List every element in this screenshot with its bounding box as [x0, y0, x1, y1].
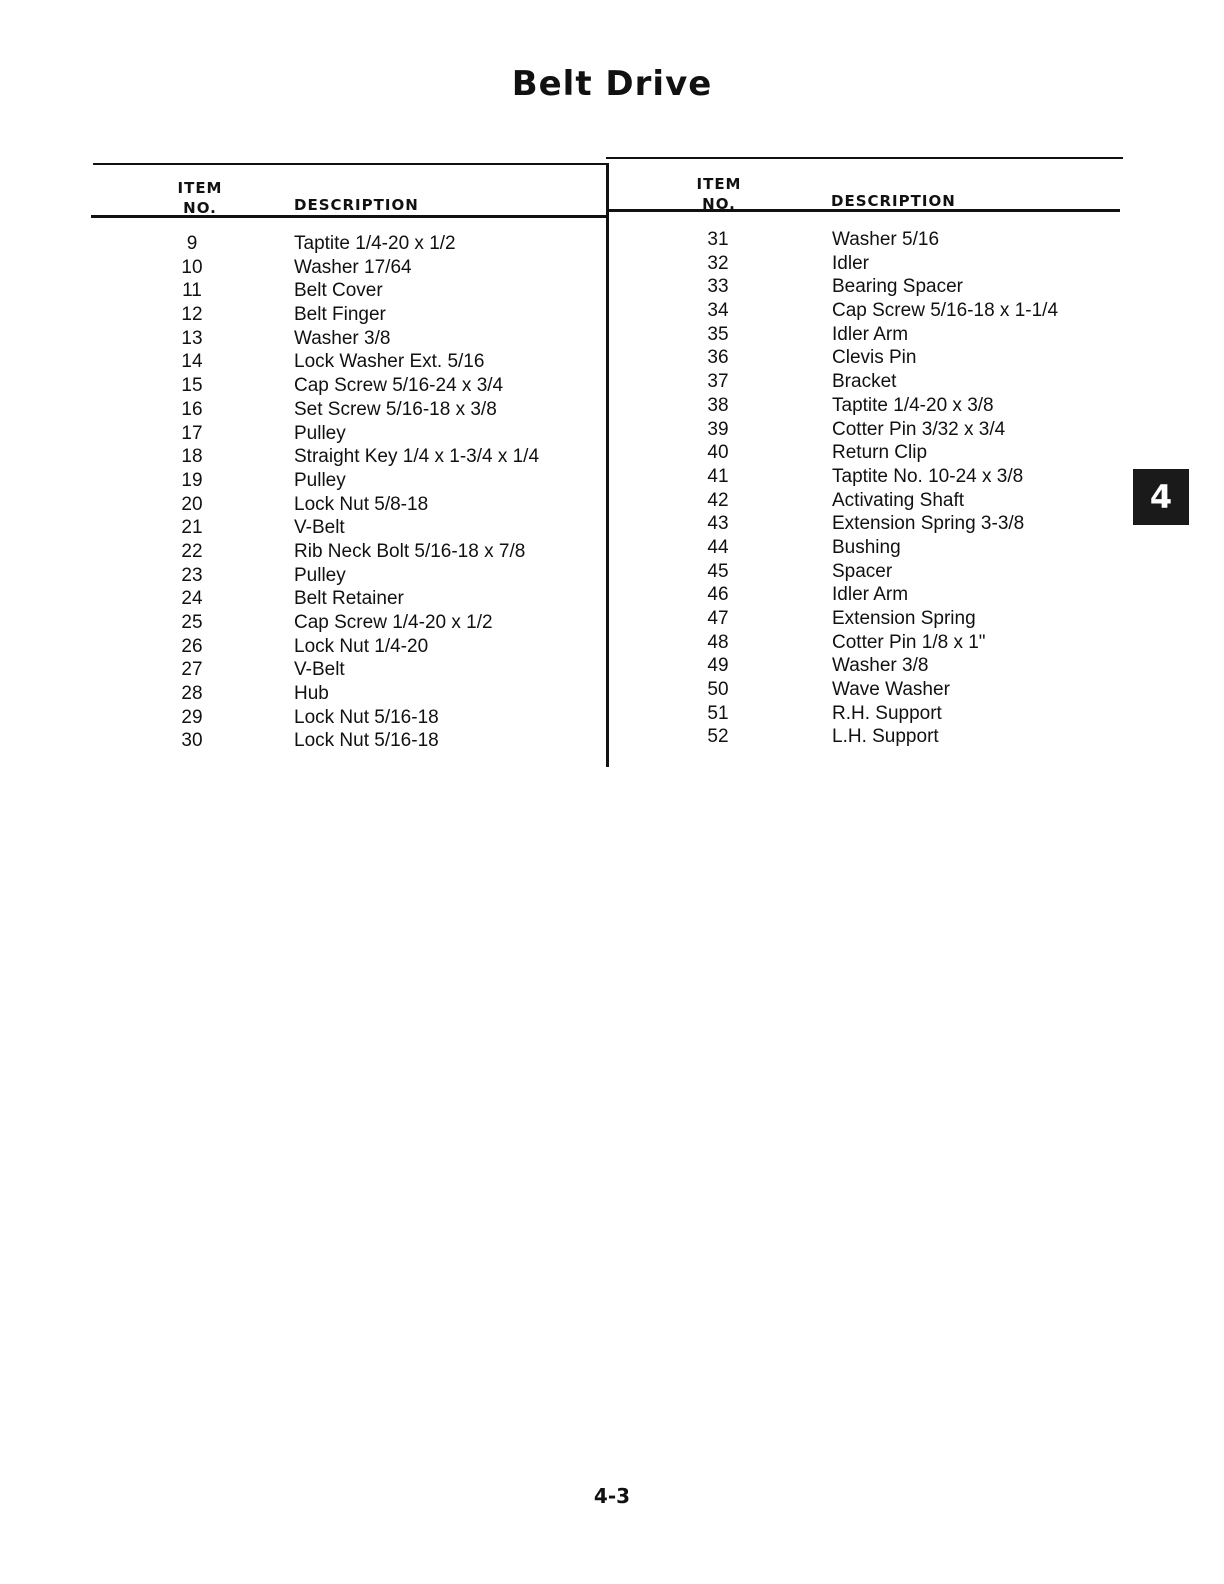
list-item — [162, 327, 602, 351]
item-description: Bushing — [832, 536, 901, 558]
item-description: Pulley — [294, 422, 346, 444]
item-number: 50 — [707, 679, 729, 701]
right-parts-list — [688, 228, 1108, 749]
item-number: 47 — [707, 608, 729, 629]
item-number: 9 — [186, 233, 198, 254]
item-number: 22 — [181, 540, 203, 562]
item-description: Belt Retainer — [294, 588, 404, 610]
item-description: Spacer — [832, 560, 893, 582]
item-number: 37 — [707, 371, 729, 393]
item-description: Wave Washer — [832, 679, 950, 701]
list-item — [688, 583, 1108, 607]
item-number: 25 — [181, 612, 203, 633]
item-number: 13 — [181, 327, 203, 349]
list-item — [688, 725, 1108, 749]
item-description: Idler Arm — [832, 584, 909, 606]
item-description: Washer 3/8 — [832, 655, 929, 677]
item-number: 20 — [181, 493, 203, 515]
item-description: Pulley — [294, 469, 346, 491]
item-number: 29 — [181, 706, 203, 728]
item-description: Cap Screw 5/16-24 x 3/4 — [294, 375, 504, 397]
list-item — [688, 465, 1108, 489]
item-description: Bracket — [832, 371, 897, 393]
right-description-header: DESCRIPTION — [831, 192, 956, 210]
list-item — [688, 394, 1108, 418]
item-description: L.H. Support — [832, 726, 939, 748]
list-item — [162, 232, 602, 256]
item-description: V-Belt — [294, 517, 345, 539]
list-item — [688, 299, 1108, 323]
list-item — [162, 469, 602, 493]
left-description-header: DESCRIPTION — [294, 196, 419, 214]
list-item — [688, 607, 1108, 631]
item-description: Washer 5/16 — [832, 229, 940, 250]
item-description: Pulley — [294, 564, 346, 586]
item-description: Extension Spring — [832, 608, 976, 629]
list-item — [162, 279, 602, 303]
left-item-no-header — [165, 178, 235, 218]
list-item — [162, 611, 602, 635]
list-item — [688, 346, 1108, 370]
item-number: 16 — [181, 398, 203, 420]
item-description: Extension Spring 3-3/8 — [832, 513, 1025, 535]
item-number: 19 — [181, 469, 203, 491]
list-item — [162, 374, 602, 398]
item-description: Rib Neck Bolt 5/16-18 x 7/8 — [294, 540, 526, 562]
item-description: Lock Nut 5/8-18 — [294, 493, 429, 515]
item-description: Cap Screw 5/16-18 x 1-1/4 — [832, 300, 1059, 322]
item-description: Taptite 1/4-20 x 1/2 — [294, 233, 456, 254]
item-number: 34 — [707, 300, 729, 322]
item-description: Cap Screw 1/4-20 x 1/2 — [294, 612, 493, 633]
item-number: 52 — [707, 726, 729, 748]
item-description: Return Clip — [832, 442, 928, 464]
list-item — [688, 323, 1108, 347]
item-description: Washer 17/64 — [294, 256, 412, 278]
item-number: 42 — [707, 489, 729, 511]
item-number: 51 — [707, 702, 729, 724]
page-title: Belt Drive — [511, 64, 713, 104]
item-number: 38 — [707, 394, 729, 416]
list-item — [162, 445, 602, 469]
list-item — [162, 398, 602, 422]
item-description: Clevis Pin — [832, 347, 917, 369]
list-item — [688, 441, 1108, 465]
item-number: 41 — [707, 465, 729, 487]
list-item — [688, 275, 1108, 299]
item-number: 32 — [707, 252, 729, 274]
item-number: 48 — [707, 631, 729, 653]
list-item — [688, 228, 1108, 252]
item-number: 40 — [707, 442, 729, 464]
list-item — [688, 252, 1108, 276]
item-number: 45 — [707, 560, 729, 582]
item-number: 44 — [707, 536, 729, 558]
page-number: 4-3 — [593, 1484, 631, 1508]
item-number: 49 — [707, 655, 729, 677]
list-item — [688, 678, 1108, 702]
item-description: Hub — [294, 683, 329, 705]
item-number: 10 — [181, 256, 203, 278]
item-header-line1: ITEM — [177, 179, 223, 197]
item-description: Taptite No. 10-24 x 3/8 — [832, 465, 1024, 487]
item-number: 24 — [181, 588, 203, 610]
list-item — [688, 370, 1108, 394]
list-item — [162, 635, 602, 659]
table-top-rule — [93, 163, 606, 165]
item-number: 26 — [181, 635, 203, 657]
item-number: 17 — [181, 422, 203, 444]
item-number: 43 — [707, 513, 729, 535]
list-item — [162, 516, 602, 540]
item-header-line2: NO. — [183, 199, 217, 217]
list-item — [688, 489, 1108, 513]
column-divider — [606, 163, 609, 767]
item-description: Belt Cover — [294, 280, 383, 302]
list-item — [162, 587, 602, 611]
item-number: 30 — [181, 730, 203, 752]
item-description: Activating Shaft — [832, 489, 965, 511]
item-number: 46 — [707, 584, 729, 606]
list-item — [688, 702, 1108, 726]
item-number: 27 — [181, 659, 203, 681]
item-number: 31 — [707, 229, 729, 250]
item-number: 18 — [181, 446, 203, 468]
list-item — [688, 418, 1108, 442]
item-number: 21 — [181, 517, 203, 539]
list-item — [688, 654, 1108, 678]
item-description: R.H. Support — [832, 702, 942, 724]
list-item — [162, 658, 602, 682]
list-item — [162, 493, 602, 517]
item-description: Cotter Pin 3/32 x 3/4 — [832, 418, 1006, 440]
item-number: 33 — [707, 276, 729, 298]
list-item — [162, 540, 602, 564]
item-description: Set Screw 5/16-18 x 3/8 — [294, 398, 497, 420]
right-item-no-header — [684, 174, 754, 214]
section-tab: 4 — [1133, 469, 1189, 525]
item-description: V-Belt — [294, 659, 345, 681]
item-number: 23 — [181, 564, 203, 586]
item-header-line2: NO. — [702, 195, 736, 213]
list-item — [688, 631, 1108, 655]
item-number: 12 — [181, 304, 203, 326]
item-description: Lock Washer Ext. 5/16 — [294, 351, 485, 373]
list-item — [162, 422, 602, 446]
list-item — [688, 512, 1108, 536]
item-description: Idler Arm — [832, 323, 909, 345]
item-number: 36 — [707, 347, 729, 369]
item-description: Cotter Pin 1/8 x 1" — [832, 631, 986, 653]
item-description: Bearing Spacer — [832, 276, 963, 298]
list-item — [162, 706, 602, 730]
list-item — [162, 564, 602, 588]
left-parts-list — [162, 232, 602, 753]
item-number: 35 — [707, 323, 729, 345]
list-item — [162, 256, 602, 280]
item-description: Lock Nut 5/16-18 — [294, 706, 439, 728]
item-description: Idler — [832, 252, 869, 274]
item-description: Taptite 1/4-20 x 3/8 — [832, 394, 994, 416]
list-item — [688, 560, 1108, 584]
item-number: 28 — [181, 683, 203, 705]
list-item — [162, 682, 602, 706]
item-description: Lock Nut 1/4-20 — [294, 635, 429, 657]
list-item — [688, 536, 1108, 560]
list-item — [162, 303, 602, 327]
item-description: Lock Nut 5/16-18 — [294, 730, 439, 752]
table-top-rule-right — [606, 157, 1123, 159]
list-item — [162, 350, 602, 374]
item-description: Straight Key 1/4 x 1-3/4 x 1/4 — [294, 446, 540, 468]
item-number: 15 — [181, 375, 203, 397]
item-number: 39 — [707, 418, 729, 440]
item-description: Washer 3/8 — [294, 327, 391, 349]
list-item — [162, 729, 602, 753]
item-header-line1: ITEM — [696, 175, 742, 193]
item-description: Belt Finger — [294, 304, 386, 326]
item-number: 14 — [181, 351, 203, 373]
item-number: 11 — [182, 280, 202, 302]
